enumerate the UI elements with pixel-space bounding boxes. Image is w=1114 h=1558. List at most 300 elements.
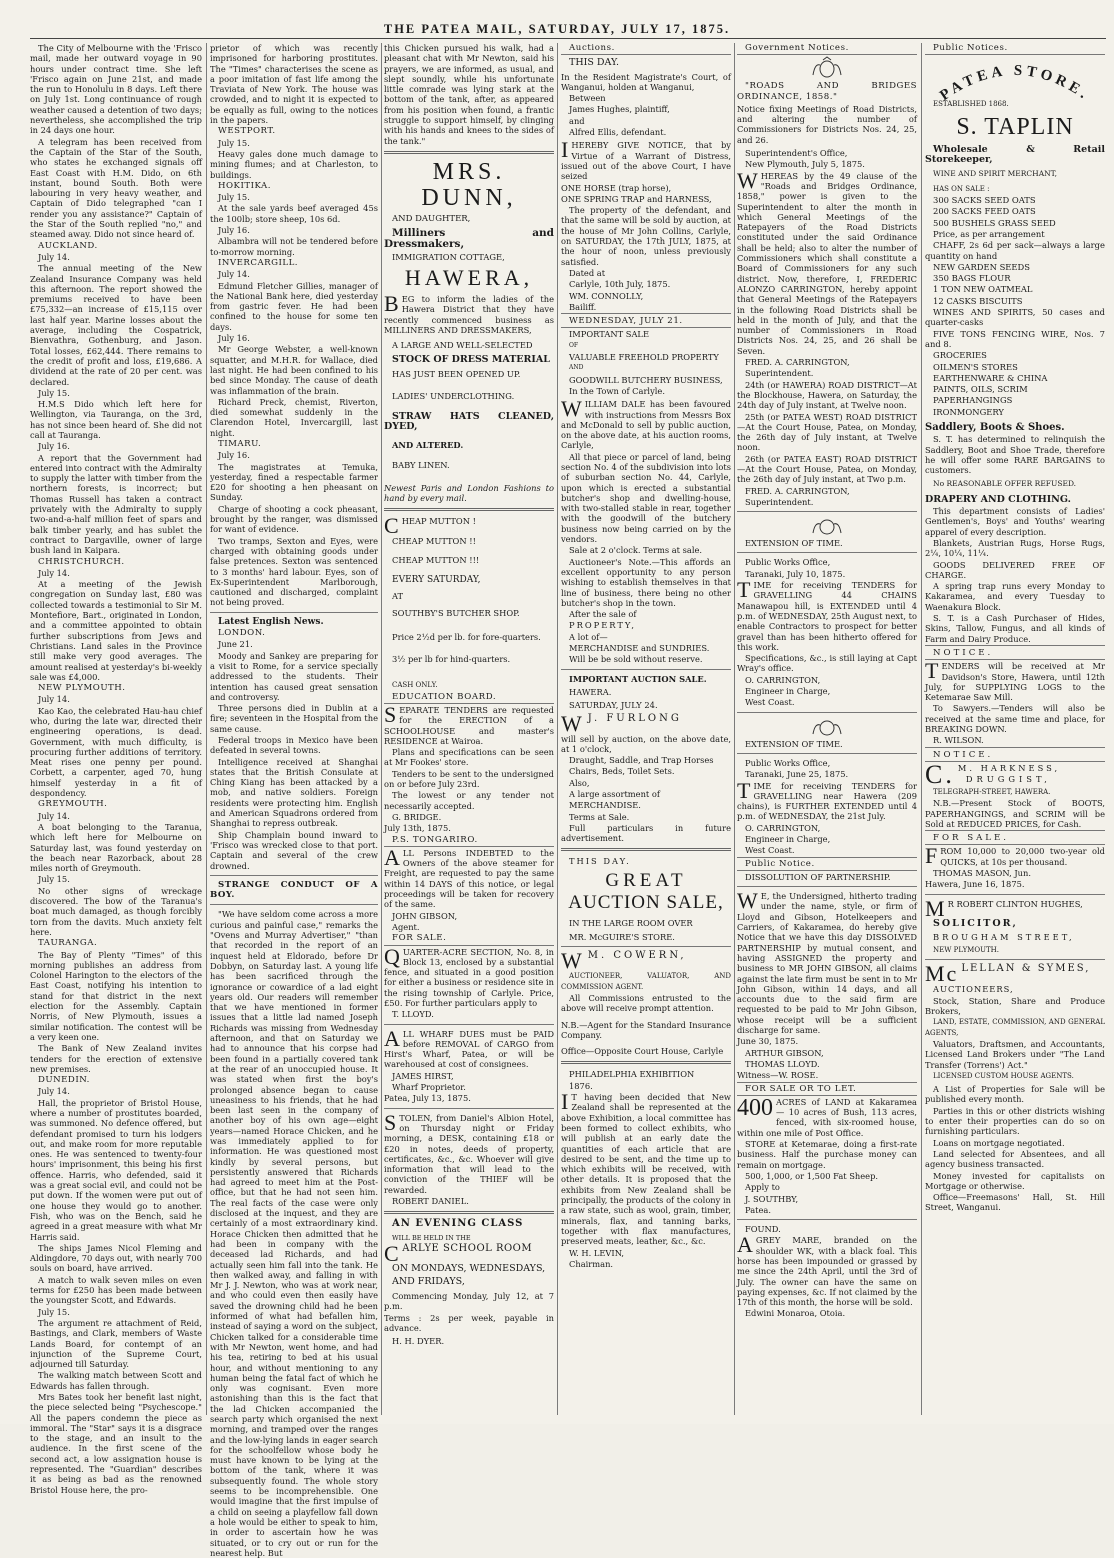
- ad-signature: W. H. LEVIN,: [569, 1247, 625, 1258]
- ad-line: A LARGE AND WELL-SELECTED: [392, 340, 533, 351]
- ad-heading: IMPORTANT AUCTION SALE.: [569, 673, 707, 684]
- section-heading: Latest English News.: [218, 616, 324, 627]
- ad-heading: NOTICE.: [925, 645, 1105, 660]
- ad-line: IMPORTANT SALE: [569, 329, 650, 340]
- date: July 16.: [38, 441, 70, 452]
- ad-line: Dated at: [569, 267, 606, 278]
- date: July 16.: [218, 450, 250, 461]
- ad-signature: Edwini Monaroa, Otoia.: [745, 1308, 846, 1319]
- ad-line: and: [569, 115, 585, 126]
- article-paragraph: A telegram has been received from the Captain of the Star of the South, who states he exchanged signals off East Coast with H.M. Dido, on 6th instant, bound South. Both were labouring in very heavy weather, and Captain of Dido telegraphed "can I render you any assistance?" Captain of the Star of the South replied "no," and steamed away. Dido not since heard of.: [30, 136, 202, 240]
- ad-line: W J. FURLONG: [561, 710, 682, 736]
- royal-arms-icon: [809, 717, 845, 737]
- notice-heading: EXTENSION OF TIME.: [745, 738, 843, 749]
- store-item: 300 SACKS SEED OATS: [933, 195, 1036, 206]
- article-paragraph: Kao Kao, the celebrated Hau-hau chief who, during the late war, directed their engineering operations, is dead. Government, with much difficulty, is procuring further additions of territory. Meat rises one penny per pound. Corbett, a carpenter, aged 70, hung himself yesterday in a fit of despondency.: [30, 705, 202, 799]
- article-paragraph: The City of Melbourne with the 'Frisco mail, made her outward voyage in 90 hours under contract time. She left 'Frisco again on June 21st, and made the run to Honolulu in 8 days. Left there on July 1st. Long continuance of rough weather caused a detention of two days; nevertheless, she accomplished the trip in 24 days one hour.: [30, 43, 202, 136]
- ad-heading: PHILADELPHIA EXHIBITION: [569, 1069, 695, 1080]
- store-item-list: [925, 195, 1105, 417]
- ad-line: 3½ per lb for hind-quarters.: [392, 654, 511, 665]
- ad-line: C. M. HARKNESS,: [925, 759, 1061, 789]
- date: July 14.: [38, 567, 70, 578]
- article-paragraph: Albambra will not be tendered before to-morrow morning.: [210, 236, 378, 257]
- date: July 15.: [38, 1306, 70, 1317]
- ad-line: CASH ONLY.: [392, 681, 438, 690]
- store-item: Price, as per arrangement: [933, 228, 1045, 239]
- ad-paragraph: All Commissions entrusted to the above will receive prompt attention.: [561, 992, 731, 1014]
- notice-signature: Superintendent.: [745, 496, 814, 507]
- patea-store-arc-title: [925, 56, 1105, 102]
- ad-line: Milliners and Dressmakers,: [384, 227, 554, 250]
- ad-line: SATURDAY, JULY 24.: [569, 700, 658, 711]
- notice-paragraph: 26th (or PATEA EAST) ROAD DISTRICT—At the Court House, Patea, on Monday, the 26th day of July instant, at Two p.m.: [737, 453, 917, 485]
- ad-line: James Hughes, plaintiff,: [569, 104, 670, 115]
- article-paragraph: prietor of which was recently imprisoned for harboring prostitutes. The "Times" characterises the scene as a poor imitation of fast life among the Traviata of New York. The house was crowded, and to night it is expected to be equally as full, owing to the notices in the papers.: [210, 43, 378, 126]
- ad-line: WILL BE HELD IN THE: [392, 1233, 471, 1242]
- store-item: NEW GARDEN SEEDS: [933, 261, 1030, 272]
- ad-line: NEW PLYMOUTH.: [933, 946, 999, 955]
- ad-paragraph: AGREY MARE, branded on the shoulder WK, with a black foal. This horse has been impounded or grassed by me since the 24th April, until the 3rd of July. The owner can have the same on paying expenses, &c. If not claimed by the 17th of this month, the horse will be sold.: [737, 1232, 917, 1308]
- notice-date: June 30, 1875.: [737, 1036, 799, 1047]
- ad-signature: Patea.: [745, 1204, 771, 1215]
- store-item: 200 SACKS FEED OATS: [933, 206, 1036, 217]
- notice-line: Taranaki, July 10, 1875.: [745, 568, 846, 579]
- ad-paragraph: Full particulars in future advertisement.: [561, 822, 731, 844]
- dateline-heading: GREYMOUTH.: [38, 799, 108, 810]
- ad-title: AUCTION SALE,: [568, 891, 724, 913]
- ad-line: Stock, Station, Share and Produce Brokers,: [925, 995, 1105, 1017]
- notice-signature: ARTHUR GIBSON,: [745, 1047, 824, 1058]
- ad-note: Newest Paris and London Fashions to hand by every mail.: [384, 482, 554, 504]
- ad-date: Patea, July 13, 1875.: [384, 1093, 471, 1104]
- ad-paragraph: To Sawyers.—Tenders will also be received at the same time and place, for BREAKING DOWN.: [925, 703, 1105, 735]
- store-item: 1 TON NEW OATMEAL: [933, 284, 1033, 295]
- ad-signature: J. SOUTHBY,: [745, 1193, 799, 1204]
- divider: [561, 1061, 731, 1064]
- ad-line: MERCHANDISE.: [569, 800, 641, 811]
- ad-line: SOLICITOR,: [933, 917, 1018, 929]
- column-2-telegrams: [210, 43, 378, 1558]
- article-paragraph: At the sale yards beef averaged 45s the 100lb; store sheep, 10s 6d.: [210, 203, 378, 224]
- ad-line: Alfred Ellis, defendant.: [569, 127, 667, 138]
- ad-line: ONE HORSE (trap horse),: [561, 182, 672, 193]
- ad-line: IMMIGRATION COTTAGE,: [392, 251, 505, 262]
- article-paragraph: The Bank of New Zealand invites tenders for the erection of extensive new premises.: [30, 1043, 202, 1074]
- ad-paragraph: Loans on mortgage negotiated.: [933, 1137, 1065, 1148]
- ad-line: TELEGRAPH-STREET, HAWERA.: [933, 787, 1051, 796]
- ad-paragraph: Tenders to be sent to the undersigned on or before July 23rd.: [384, 768, 554, 790]
- column-rule: [734, 43, 735, 1415]
- ad-heading: AN EVENING CLASS: [392, 1218, 524, 1230]
- divider: [925, 894, 1105, 895]
- section-heading: STRANGE CONDUCT OF A BOY.: [210, 879, 378, 901]
- ad-line: SOUTHBY'S BUTCHER SHOP.: [392, 607, 520, 618]
- ad-paragraph: Office—Opposite Court House, Carlyle: [561, 1046, 724, 1057]
- divider: [737, 886, 917, 887]
- article-paragraph: Edmund Fletcher Gillies, manager of the National Bank here, died yesterday from gastric fever. He had been confined to the house for some ten days.: [210, 280, 378, 332]
- ad-line: AND ALTERED.: [392, 440, 464, 451]
- store-item: GROCERIES: [933, 350, 987, 361]
- notice-signature: Superintendent.: [745, 368, 814, 379]
- ad-paragraph: ALL WHARF DUES must be PAID before REMOVAL of CARGO from Hirst's Wharf, Patea, or will be warehoused at cost of consignees.: [384, 1025, 554, 1070]
- dateline-heading: DUNEDIN.: [38, 1075, 90, 1086]
- ad-title: HAWERA,: [404, 265, 534, 291]
- ad-title: S. TAPLIN: [956, 113, 1074, 140]
- divider: [561, 848, 731, 851]
- ad-line: CHEAP MUTTON !!: [392, 536, 476, 547]
- notice-signature: West Coast.: [745, 845, 795, 856]
- ad-signature: JOHN GIBSON,: [392, 910, 458, 921]
- store-item: FIVE TONS FENCING WIRE, Nos. 7 and 8.: [925, 328, 1105, 349]
- column-5-government-notices: [737, 43, 917, 1418]
- article-paragraph: Richard Preck, chemist, Riverton, died somewhat suddenly in the Clarendon Hotel, Invercargill, last night.: [210, 396, 378, 438]
- royal-arms-icon: [809, 57, 845, 79]
- ad-paragraph: BEG to inform the ladies of the Hawera District that they have recently commenced business as MILLINERS AND DRESSMAKERS,: [384, 291, 554, 336]
- divider: [737, 712, 917, 713]
- ad-line: VALUABLE FREEHOLD PROPERTY: [569, 352, 719, 363]
- divider: [210, 904, 378, 905]
- notice-signature: FRED. A. CARRINGTON,: [745, 485, 850, 496]
- ad-paragraph: Office—Freemasons' Hall, St. Hill Street, Wanganui.: [925, 1192, 1105, 1213]
- notice-paragraph: TIME for receiving TENDERS for GRAVELLING 44 CHAINS Manawapou hill, is EXTENDED until 4 p.m. of WEDNESDAY, 25th August next, to enable Contractors to prospect for better gravel than has been hitherto offered for this work.: [737, 577, 917, 652]
- article-paragraph: Charge of shooting a cock pheasant, brought by the ranger, was dismissed for want of evidence.: [210, 503, 378, 535]
- notice-heading: EXTENSION OF TIME.: [745, 538, 843, 549]
- ad-signature: JAMES HIRST,: [392, 1070, 454, 1081]
- royal-arms-icon: [809, 516, 845, 536]
- ad-line: Mc LELLAN & SYMES,: [925, 961, 1091, 987]
- ad-line: Between: [569, 93, 606, 104]
- ad-line: CHEAP MUTTON !!!: [392, 554, 480, 565]
- store-item: 500 BUSHELS GRASS SEED: [933, 217, 1056, 228]
- article-paragraph: Mrs Bates took her benefit last night, the piece selected being "Psychescope." All the papers condemn the piece as immoral. The "Star" says it is a disgrace to the stage, and an insult to the audience. In the first scene of the second act, a low assignation house is represented. The "Guardian" describes it as being as bad as the renowned Bristol House here, the pro-: [30, 1392, 202, 1495]
- store-item: EARTHENWARE & CHINA: [933, 372, 1048, 383]
- ad-line: Chairs, Beds, Toilet Sets.: [569, 766, 675, 777]
- store-item: PAINTS, OILS, SCRIM: [933, 384, 1028, 395]
- dateline-heading: INVERCARGILL.: [218, 257, 299, 268]
- ad-paragraph: STOLEN, from Daniel's Albion Hotel, on Thursday night or Friday morning, a DESK, containing £18 or £20 in notes, deeds of property, certificates, &c., &c. Whoever will give information that will lead to the conviction of the THIEF will be rewarded.: [384, 1109, 554, 1195]
- ad-signature: H. H. DYER.: [392, 1335, 445, 1346]
- ad-paragraph: S. T. has determined to relinquish the Saddlery, Boot and Shoe Trade, therefore he will offer some RARE BARGAINS to customers.: [925, 434, 1105, 476]
- store-item: 12 CASKS BISCUITS: [933, 295, 1023, 306]
- ad-paragraph: GOODS DELIVERED FREE OF CHARGE.: [925, 559, 1105, 580]
- ad-signature: Agent.: [392, 921, 420, 932]
- ad-paragraph: WILLIAM DALE has been favoured with instructions from Messrs Box and McDonald to sell by public auction, on the above date, at his auction rooms, Carlyle,: [561, 396, 731, 451]
- ad-paragraph: ALL Persons INDEBTED to the Owners of the above steamer for Freight, are requested to pay the same within 14 DAYS of this notice, or legal proceedings will be taken for recovery of the same.: [384, 844, 554, 910]
- ad-paragraph: QUARTER-ACRE SECTION, No. 8, in Block 13, enclosed by a substantial fence, and situated in a good position for either a business or residence site in the rising township of Carlyle. Price, £50. For further particulars apply to: [384, 943, 554, 1008]
- ad-line: A large assortment of: [569, 789, 660, 799]
- ad-line: Terms : 2s per week, payable in advance.: [384, 1313, 554, 1334]
- ad-signature: Wharf Proprietor.: [392, 1082, 466, 1093]
- notice-paragraph: W E, the Undersigned, hitherto trading under the name, style, or firm of Lloyd and Gibson, Hotelkeepers and Carriers, of Kakaramea, do hereby give Notice that we have this day DISSOLVED PARTNERSHIP by mutual consent, and having ASSIGNED the property and business to MR JOHN GIBSON, all claims against the late firm must be sent in to Mr John Gibson, within 14 days, and all accounts due to the said firm are requested to be paid to Mr John Gibson, whose receipt will be a sufficient discharge for same.: [737, 888, 917, 1036]
- svg-text:PATEA STORE.: [937, 63, 1093, 102]
- notice-signature: O. CARRINGTON,: [745, 822, 821, 833]
- ad-heading: THIS DAY.: [569, 57, 620, 69]
- ad-title: MRS. DUNN,: [421, 158, 517, 211]
- divider: [561, 669, 731, 670]
- ad-paragraph: Parties in this or other districts wishing to enter their properties can do so on furnishing particulars.: [925, 1105, 1105, 1137]
- ad-signature: THOMAS MASON, Jun.: [933, 868, 1032, 878]
- ad-line: Price 2½d per lb. for fore-quarters.: [392, 631, 541, 642]
- date: July 15.: [38, 387, 70, 398]
- ad-date: July 13th, 1875.: [384, 823, 451, 834]
- ad-line: ONE SPRING TRAP and HARNESS,: [561, 193, 712, 204]
- date: July 15.: [218, 192, 250, 203]
- ad-line: AUCTIONEERS,: [933, 984, 1014, 995]
- ad-paragraph: STORE at Ketemarae, doing a first-rate business. Half the purchase money can remain on mortgage.: [737, 1139, 917, 1170]
- ad-paragraph: FROM 10,000 to 20,000 two-year old QUICKS, at 10s per thousand.: [925, 843, 1105, 869]
- dateline-heading: AUCKLAND.: [38, 240, 98, 251]
- divider: [384, 1211, 554, 1214]
- ad-line: Will be be sold without reserve.: [569, 654, 703, 665]
- date: July 16.: [218, 333, 250, 344]
- ad-line: Valuators, Draftsmen, and Accountants, Licensed Land Brokers under "The Land Transfer (Torrens') Act.": [925, 1038, 1105, 1070]
- divider: [737, 511, 917, 512]
- masthead-rule: [30, 38, 1106, 39]
- store-item: IRONMONGERY: [933, 406, 1004, 417]
- article-paragraph: The annual meeting of the New Zealand Insurance Company was held this afternoon. The report showed the premiums received to have been £75,332—an increase of £15,115 over last half year. Marine losses about the average, including the Cospatrick, Bienvathra, Gothenburg, and Jason. Total losses, £62,444. There remains to the credit of profit and loss, £19,686. A dividend at the rate of 20 per cent. was declared.: [30, 263, 202, 387]
- article-paragraph: Three persons died in Dublin at a fire; seventeen in the Hospital from the same cause.: [210, 703, 378, 734]
- date: July 16.: [218, 225, 250, 236]
- ad-title: GREAT: [605, 869, 687, 891]
- date: July 14.: [218, 269, 250, 280]
- ad-heading: FOR SALE.: [925, 830, 1105, 845]
- divider: [384, 1108, 554, 1109]
- dateline-heading: TIMARU.: [218, 438, 262, 449]
- ad-signature: Chairman.: [569, 1258, 614, 1269]
- ad-paragraph: A List of Properties for Sale will be published every month.: [925, 1084, 1105, 1105]
- ad-line: AND FRIDAYS,: [392, 1276, 465, 1288]
- ad-line: W M. COWERN,: [561, 948, 687, 974]
- notice-signature: O. CARRINGTON,: [745, 674, 821, 685]
- ad-paragraph: In the Resident Magistrate's Court, of Wanganui, holden at Wanganui,: [561, 71, 731, 92]
- store-item: PAPERHANGINGS: [933, 395, 1013, 406]
- article-paragraph: Mr George Webster, a well-known squatter, and M.H.R. for Wallace, died last night. He had been confined to his bed since Monday. The cause of death was inflammation of the brain.: [210, 344, 378, 396]
- arc-text: PATEA STORE.: [937, 63, 1093, 103]
- ad-line: BABY LINEN.: [392, 460, 450, 471]
- notice-signature: Engineer in Charge,: [745, 686, 831, 697]
- divider: [737, 753, 917, 754]
- section-heading: Auctions.: [561, 43, 731, 55]
- article-paragraph: The magistrates at Temuka, yesterday, fined a respectable farmer £20 for shooting a hen pheasant on Sunday.: [210, 461, 378, 503]
- notice-paragraph: TIME for receiving TENDERS for GRAVELLING near Hawera (209 chains), is FURTHER EXTENDED until 4 p.m. of WEDNESDAY, the 21st July.: [737, 777, 917, 822]
- notice-paragraph: WHEREAS by the 49 clause of the "Roads and Bridges Ordinance, 1858," power is given to the Superintendent to alter the month in which General Meetings of the Ratepayers of the Road Districts constituted under the said Ordinance shall be held; also to alter the number of Commissioners which shall constitute a Board of Commissioners for any such district. Now, therefore, I, FREDERIC ALONZO CARRINGTON, hereby appoint that General Meetings of the Ratepayers in the following Road Districts shall be held in the month of July, and that the number of Commissioners in Road Districts Nos. 24, 25, and 26 shall be Seven.: [737, 167, 917, 356]
- ad-heading: P.S. TONGARIRO.: [384, 835, 554, 847]
- ad-paragraph: Plans and specifications can be seen at Mr Fookes' store.: [384, 747, 554, 768]
- ad-signature: R. WILSON.: [933, 735, 984, 746]
- ad-paragraph: Sale at 2 o'clock. Terms at sale.: [569, 545, 703, 556]
- article-paragraph: The argument re attachment of Reid, Bastings, and Clark, members of Waste Lands Board, for contempt of an injunction of the Supreme Court, adjourned till Saturday.: [30, 1317, 202, 1370]
- ad-heading: DRAPERY AND CLOTHING.: [925, 493, 1071, 505]
- article-paragraph: The Bay of Plenty "Times" of this morning publishes an address from Colonel Harington to the electors of the East Coast, notifying his intention to stand for that district in the next election for the Assembly. Captain Norris, of New Plymouth, issues a similar notification. The contest will be a very keen one.: [30, 949, 202, 1042]
- article-paragraph: Moody and Sankey are preparing for a visit to Rome, for a service specially addressed to the students. Their intention has caused great sensation and controversy.: [210, 650, 378, 702]
- ad-paragraph: N.B.—Agent for the Standard Insurance Company.: [561, 1019, 731, 1040]
- ad-line: ON MONDAYS, WEDNESDAYS,: [392, 1262, 546, 1274]
- article-paragraph: The ships James Nicol Fleming and Aldingdore, 70 days out, with nearly 700 souls on board, have arrived.: [30, 1242, 202, 1274]
- ad-paragraph: 500, 1,000, or 1,500 Fat Sheep.: [745, 1170, 879, 1181]
- notice-signature: FRED. A. CARRINGTON,: [745, 357, 850, 368]
- notice-signature: Witness—W. ROSE.: [737, 1070, 819, 1081]
- ad-signature: ROBERT DANIEL.: [392, 1196, 469, 1207]
- dateline-heading: LONDON.: [218, 628, 266, 639]
- ad-line: BROUGHAM STREET,: [933, 931, 1075, 942]
- divider: [737, 1219, 917, 1220]
- ad-line: Terms at Sale.: [569, 811, 630, 822]
- ad-paragraph: The lowest or any tender not necessarily accepted.: [384, 790, 554, 811]
- notice-paragraph: 25th (or PATEA WEST) ROAD DISTRICT—At the Court House, Patea, on Monday, the 26th day of July instant, at Twelve noon.: [737, 411, 917, 453]
- ad-line: LADIES' UNDERCLOTHING.: [392, 391, 515, 402]
- notice-signature: THOMAS LLOYD.: [745, 1058, 820, 1069]
- section-heading: Public Notices.: [925, 43, 1105, 55]
- ad-line: AND: [569, 364, 584, 372]
- column-rule: [206, 43, 207, 1415]
- ad-line: HAS ON SALE :: [933, 184, 990, 193]
- notice-line: Superintendent's Office,: [745, 148, 848, 159]
- ad-line: PROPERTY,: [569, 620, 636, 631]
- ad-line: GOODWILL BUTCHERY BUSINESS,: [569, 374, 723, 385]
- ad-signature: Bailiff.: [569, 301, 597, 312]
- ad-line: AUCTIONEER, VALUATOR, AND COMMISSION AGENT.: [561, 972, 731, 991]
- ad-line: AT: [392, 591, 404, 602]
- notice-line: Public Works Office,: [745, 757, 831, 768]
- notice-signature: West Coast.: [745, 697, 795, 708]
- notice-line: Public Works Office,: [745, 557, 831, 568]
- column-3-advertisements: [384, 43, 554, 1418]
- article-paragraph: "We have seldom come across a more curious and painful case," remarks the "Ovens and Murray Advertiser," "than that recorded in the report of an inquest held at Eldorado, before Dr Dobbyn, on Saturday last. A young life has been sacrificed through the ignorance or cowardice of a lad eight years old. Our readers will remember that we have mentioned in former issues that a little lad named Joseph Richards was missing from Wednesday afternoon, and that on Saturday we had to announce that his corpse had been found in a partially covered tank at the rear of an unoccupied house. It was stated when first the boy's prolonged absence began to cause uneasiness to his friends, that he had been last seen in the company of another boy of his own age—eight years—named Horace Chicken, and he was immediately applied to for information. He was questioned most kindly by several persons, but persistently answered that Richards had agreed to meet him at the Post-office, but that he had not seen him. The real facts of the case were only disclosed at the inquest, and they are certainly of a most extraordinary kind. Horace Chicken then admitted that he had been in company with the deceased lad Richards, and had actually seen him fall into the tank. He then walked away, and falling in with Mr J. J. Newton, who was at work near, and who could even then easily have saved the drowning child had he been informed of what had befallen him, instead of saying a word on the subject, Chicken talked for a considerable time with Mr Newton, went home, and had his tea, retiring to bed at his usual hour, and without mentioning to any human being the fatal fact of which he only was cognisant. Even more astonishing than this is the fact that the lad Chicken accompanied the search party which organised the next morning, and tramped over the ranges and the low-lying lands in eager search for the schoolfellow whose body he must have known to be lying at the bottom of the tank, where it was subsequently found. The whole story seems to be incomprehensible. One would imagine that the first impulse of a child on seeing a playfellow fall down a hole would be either to speak to him, in order to ascertain how he was situated, or to cry out or run for the nearest help. But: [210, 909, 378, 1558]
- ad-signature: G. BRIDGE.: [392, 811, 442, 822]
- ad-line: 1876.: [569, 1080, 593, 1091]
- ad-paragraph: S. T. is a Cash Purchaser of Hides, Skins, Tallow, Fungus, and all kinds of Farm and Dairy Produce.: [925, 613, 1105, 644]
- notice-line: Taranaki, June 25, 1875.: [745, 769, 849, 780]
- article-paragraph: Hall, the proprietor of Bristol House, where a number of prostitutes boarded, was summoned. No defence offered, but defendant promised to turn his lodgers out, and make room for more reputable ones. He was sentenced to twenty-four hours' imprisonment, this being his first offence. Harris, who defended, said it was a great social evil, and could not be put down. If the women were put out of one house they would go to another. Fish, who was on the Bench, said he agreed in a great measure with what Mr Harris said.: [30, 1097, 202, 1242]
- date: July 15.: [38, 874, 70, 885]
- ad-line: After the sale of: [569, 609, 637, 620]
- ad-paragraph: SEPARATE TENDERS are requested for the ERECTION of a SCHOOLHOUSE and master's RESIDENCE at Wairoa.: [384, 701, 554, 746]
- ad-line: Also,: [569, 777, 590, 788]
- ad-paragraph: The property of the defendant, and that the same will be sold by auction, at the house of Mr John Collins, Carlyle, on SATURDAY, the 17th JULY, 1875, at the hour of noon, unless previously satisfied.: [561, 205, 731, 267]
- article-paragraph: Heavy gales done much damage to mining flumes; and at Charleston, to buildings.: [210, 148, 378, 180]
- divider: [210, 875, 378, 876]
- article-paragraph: No other signs of wreckage discovered. The bow of the Taranua's boat much damaged, as though forcibly torn from the davits. Much anxiety felt here.: [30, 885, 202, 937]
- date: July 14.: [38, 251, 70, 262]
- article-paragraph: Two tramps, Sexton and Eyes, were charged with obtaining goods under false pretences. Sexton was sentenced to 3 months' hard labour. Eyes, son of Ex-Superintendent Marlborough, cautioned and discharged, complaint not being proved.: [210, 535, 378, 608]
- ad-paragraph: Auctioneer's Note.—This affords an excellent opportunity to any person wishing to establish themselves in that line of business, there being no other butcher's shop in the town.: [561, 556, 731, 608]
- ad-line: STOCK OF DRESS MATERIAL: [392, 353, 550, 365]
- ad-signature: WM. CONNOLLY,: [569, 290, 644, 301]
- ad-paragraph: N.B.—Present Stock of BOOTS, PAPERHANGINGS, and SCRIM will be Sold at REDUCED PRICES, for Cash.: [925, 798, 1105, 829]
- ad-paragraph: A spring trap runs every Monday to Kakaramea, and every Tuesday to Waenakura Block.: [925, 581, 1105, 612]
- section-heading: Government Notices.: [737, 43, 917, 55]
- divider: [384, 508, 554, 511]
- ad-line: No REASONABLE OFFER REFUSED.: [933, 478, 1077, 488]
- date: July 15.: [218, 137, 250, 148]
- store-item: CHAFF, 2s 6d per sack—always a large quantity on hand: [925, 240, 1105, 261]
- ad-line: WINE AND SPIRIT MERCHANT,: [933, 169, 1057, 179]
- ad-signature: T. LLOYD.: [392, 1009, 434, 1020]
- store-item: 350 BAGS FLOUR: [933, 273, 1011, 284]
- ad-line: THIS DAY.: [569, 856, 631, 867]
- column-6-public-notices: [925, 43, 1105, 1418]
- article-paragraph: this Chicken pursued his walk, had a pleasant chat with Mr Newton, said his prayers, we are informed, as usual, and slept soundly, while his unfortunate little comrade was lying stark at the bottom of the tank, after, as appeared from his position when found, a frantic struggle to support himself, by clinging with his hands and knees to the sides of the tank.": [384, 43, 554, 146]
- notice-paragraph: 24th (or HAWERA) ROAD DISTRICT—At the Blockhouse, Hawera, on Saturday, the 24th day of July instant, at Twelve noon.: [737, 379, 917, 411]
- divider: [384, 1024, 554, 1025]
- column-rule: [381, 43, 382, 1415]
- ad-line: CHEAP MUTTON !: [384, 513, 476, 539]
- dateline-heading: CHRISTCHURCH.: [38, 556, 125, 567]
- dateline-heading: TAURANGA.: [38, 938, 98, 949]
- date: June 21.: [218, 639, 253, 650]
- ad-line: LICENSED CUSTOM HOUSE AGENTS.: [933, 1071, 1074, 1080]
- ad-line: CARLYE SCHOOL ROOM: [384, 1240, 533, 1266]
- divider: [384, 151, 554, 154]
- ad-date: Hawera, June 16, 1875.: [925, 879, 1025, 890]
- article-paragraph: Ship Champlain bound inward to 'Frisco was wrecked close to that port. Captain and several of the crew drowned.: [210, 829, 378, 871]
- store-item: WINES AND SPIRITS, 50 cases and quarter-casks: [925, 307, 1105, 328]
- divider: [561, 946, 731, 947]
- ad-heading: Saddlery, Boots & Shoes.: [925, 422, 1065, 434]
- article-paragraph: H.M.S Dido which left here for Wellington, via Tauranga, on the 3rd, has not since been heard of. She did not call at Tauranga.: [30, 399, 202, 440]
- ad-heading: FOUND.: [745, 1224, 781, 1235]
- divider: [210, 612, 378, 613]
- ad-paragraph: All that piece or parcel of land, being section No. 4 of the subdivision into lots of suburban section No. 44, Carlyle, upon which is erected a substantial butcher's shop and dwelling-house, with two-stalled stable in rear, together with the goodwill of the butchery business now being carried on by the vendors.: [561, 451, 731, 545]
- ad-line: Commencing Monday, July 12, at 7 p.m.: [384, 1290, 554, 1311]
- ad-heading: WEDNESDAY, JULY 21.: [561, 313, 731, 328]
- notice-paragraph: Specifications, &c., is still laying at Capt Wray's office.: [737, 653, 917, 674]
- notice-line: New Plymouth, July 5, 1875.: [745, 159, 865, 170]
- article-paragraph: At a meeting of the Jewish congregation on Sunday last, £80 was collected towards a testimonial to Sir M. Montefiore, Bart., originated in London, and a committee appointed to obtain further subscriptions from Jews and Christians. Land sales in the Province still make very good averages. The amount realised at yesterday's bi-weekly sale was £4,000.: [30, 579, 202, 682]
- divider: [737, 552, 917, 553]
- ad-line: MR. McGUIRE'S STORE.: [569, 932, 675, 943]
- ad-paragraph: I T having been decided that New Zealand shall be represented at the above Exhibition, a local committee has been formed to collect exhibits, who will publish at an early date the quantities of each article that are desired to be sent, and the time up to which exhibits will be received, with other details. It is proposed that the exhibits from New Zealand shall be principally, the products of the colony in a raw state, such as wool, grain, timber, minerals, flax, and tanning barks, together with flax manufactures, preserved meats, leather, &c., &c.: [561, 1089, 731, 1247]
- article-paragraph: Federal troops in Mexico have been defeated in several towns.: [210, 735, 378, 756]
- ad-line: IN THE LARGE ROOM OVER: [569, 917, 693, 928]
- ad-paragraph: Apply to: [745, 1182, 780, 1193]
- date: July 14.: [38, 810, 70, 821]
- column-rule: [557, 43, 558, 1415]
- ad-paragraph: 400 ACRES of LAND at Kakaramea — 10 acres of Bush, 113 acres, fenced, with six-roomed house, within one mile of Post Office.: [737, 1094, 917, 1138]
- divider: [925, 959, 1105, 960]
- date: July 14.: [38, 1086, 70, 1097]
- ad-heading: NOTICE.: [925, 747, 1105, 762]
- notice-heading: DISSOLUTION OF PARTNERSHIP.: [745, 871, 891, 882]
- article-paragraph: A match to walk seven miles on even terms for £250 has been made between the youngster Scott, and Edwards.: [30, 1274, 202, 1306]
- ad-line: AND DAUGHTER,: [392, 213, 471, 224]
- ad-line: HAS JUST BEEN OPENED UP.: [392, 368, 521, 379]
- notice-heading: "ROADS AND BRIDGES ORDINANCE, 1858.": [737, 81, 917, 102]
- ad-paragraph: TENDERS will be received at Mr Davidson's Store, Hawera, until 12th July, for SUPPLYING LOGS to the Ketemarae Saw Mill.: [925, 658, 1105, 703]
- ad-heading: EDUCATION BOARD.: [384, 692, 554, 704]
- article-paragraph: A report that the Government had entered into contract with the Admiralty to supply the latter with timber from the northern forests, is incorrect; but Thomas Russell has taken a contract privately with the Admiralty to supply two-and-a-half million feet of spars and balk timber yearly, and has sublet the contract to Dargaville, owner of large bush land in Kaipara.: [30, 452, 202, 556]
- ad-paragraph: IHEREBY GIVE NOTICE, that by Virtue of a Warrant of Distress, issued out of the above Court, I have seized: [561, 137, 731, 182]
- ad-paragraph: Land selected for Absentees, and all agency business transacted.: [925, 1148, 1105, 1170]
- article-paragraph: Intelligence received at Shanghai states that the British Consulate at Ching Kiang has been attacked by a mob, and native soldiers. Foreign residents were protecting him. English and American Squadrons ordered from Shanghai to repress outbreak.: [210, 756, 378, 829]
- store-item: OILMEN'S STORES: [933, 361, 1018, 372]
- ad-line: Draught, Saddle, and Trap Horses: [569, 755, 714, 766]
- ad-line: DRUGGIST,: [965, 774, 1051, 785]
- article-paragraph: A boat belonging to the Taranua, which left here for Melbourne on Saturday last, was found yesterday on the beach near Razorback, about 28 miles north of Greymouth.: [30, 821, 202, 874]
- column-1-telegrams: [30, 43, 202, 1495]
- ad-line: ESTABLISHED 1868.: [933, 99, 1009, 108]
- ad-line: STRAW HATS CLEANED, DYED,: [384, 410, 554, 432]
- ad-line: OF: [569, 341, 579, 349]
- masthead: THE PATEA MAIL, SATURDAY, JULY 17, 1875.: [383, 22, 731, 36]
- notice-signature: Engineer in Charge,: [745, 834, 831, 844]
- notice-paragraph: Notice fixing Meetings of Road Districts, and altering the number of Commissioners for Districts Nos. 24, 25, and 26.: [737, 103, 917, 145]
- column-rule: [921, 43, 922, 1415]
- column-4-auctions: [561, 43, 731, 1418]
- ad-line: will sell by auction, on the above date, at 1 o'clock,: [561, 733, 731, 754]
- article-paragraph: The walking match between Scott and Edwards has fallen through.: [30, 1370, 202, 1391]
- dateline-heading: HOKITIKA.: [218, 180, 271, 191]
